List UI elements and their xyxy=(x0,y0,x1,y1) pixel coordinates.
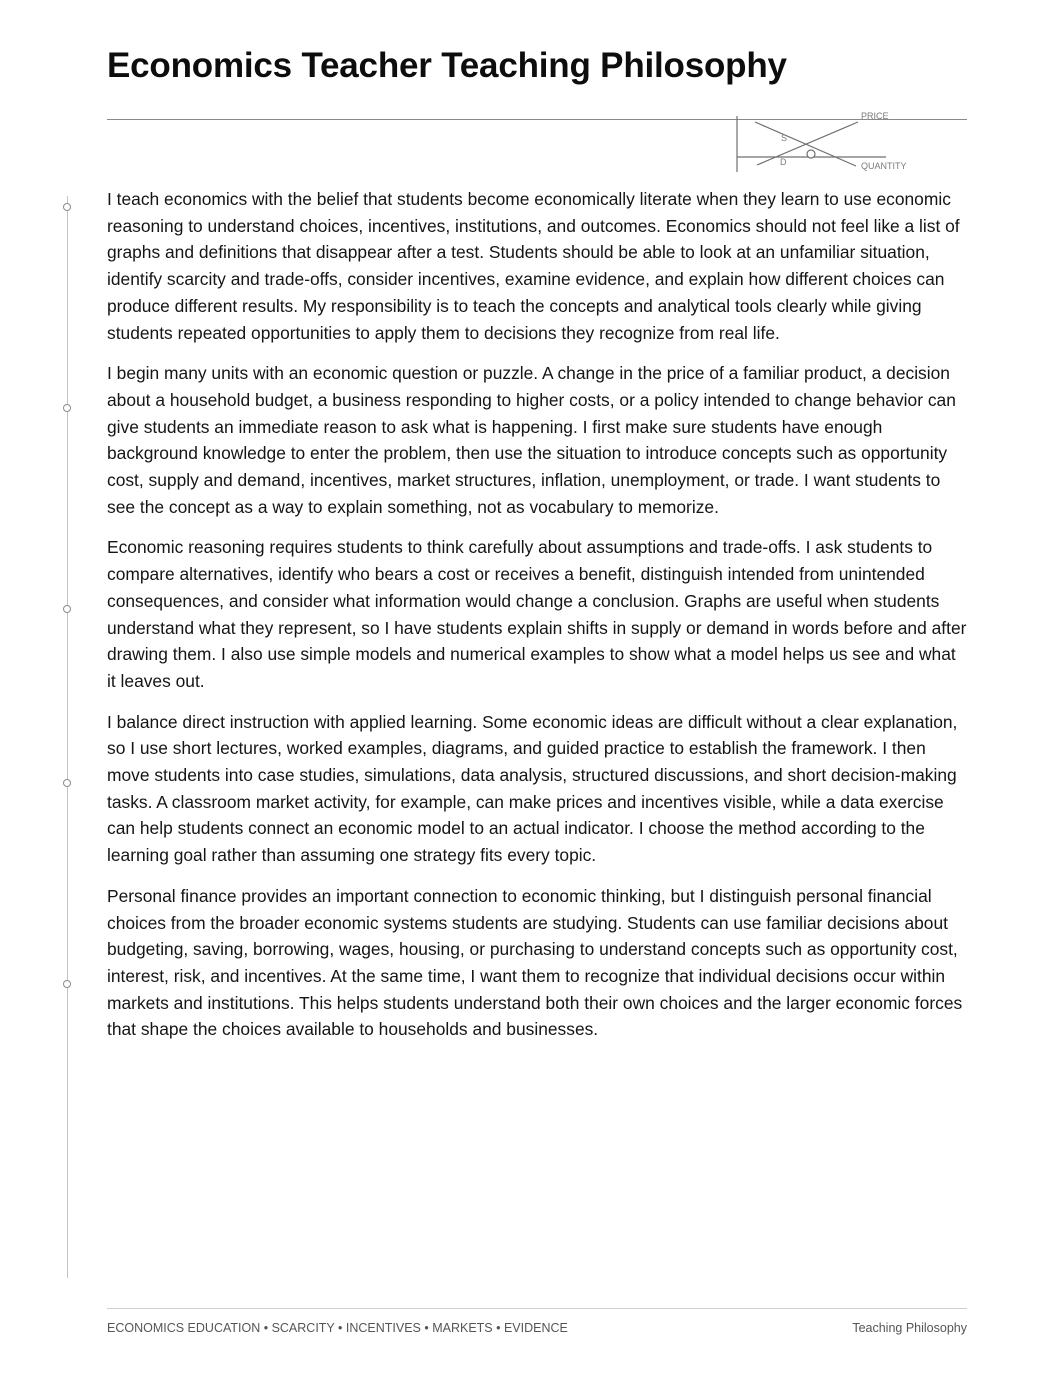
timeline-line xyxy=(67,196,68,1278)
demand-label: D xyxy=(780,157,787,167)
paragraph-4: I balance direct instruction with applied learning. Some economic ideas are difficult without a clear explanation, so I use short lectures, worked examples, diagrams, and guided practice to establish the framework. I then move students into case studies, simulations, data analysis, structured discussions, and short decision-making tasks. A classroom market activity, for example, can make prices and incentives visible, while a data exercise can help students connect an economic model to an actual indicator. I choose the method according to the learning goal rather than assuming one strategy fits every topic. xyxy=(107,711,958,866)
timeline-node-icon xyxy=(63,980,71,988)
timeline-node-icon xyxy=(63,404,71,412)
price-axis-label: PRICE xyxy=(861,111,889,121)
timeline-node-icon xyxy=(63,779,71,787)
paragraph-3: Economic reasoning requires students to think carefully about assumptions and trade-offs. I ask students to compare alternatives, identify who bears a cost or receives a benefit, distinguish intended from unintended consequences, and consider what information would change a conclusion. Graphs are useful when students understand what they represent, so I have students explain shifts in supply or demand in words before and after drawing them. I also use simple models and numerical examples to show what a model helps us see and what it leaves out. xyxy=(107,537,967,691)
footer-divider xyxy=(107,1308,967,1309)
supply-label: S xyxy=(781,133,788,143)
paragraph-5: Personal finance provides an important connection to economic thinking, but I distinguish personal financial choices from the broader economic systems students are studying. Students can use familiar decisions about budgeting, saving, borrowing, wages, housing, or purchasing to understand concepts such as opportunity cost, interest, risk, and incentives. At the same time, I want them to recognize that individual decisions occur within markets and institutions. This helps students understand both their own choices and the larger economic forces that shape the choices available to households and businesses. xyxy=(107,885,963,1040)
supply-demand-graph-icon xyxy=(730,106,970,178)
footer-title: Teaching Philosophy xyxy=(852,1321,967,1335)
footer-keywords: ECONOMICS EDUCATION • SCARCITY • INCENTIVES • MARKETS • EVIDENCE xyxy=(107,1321,568,1335)
philosophy-body xyxy=(107,186,969,1057)
timeline-node-icon xyxy=(63,203,71,211)
page-title: Economics Teacher Teaching Philosophy xyxy=(107,46,787,85)
paragraph-1: I teach economics with the belief that students become economically literate when they learn to use economic reasoning to understand choices, incentives, institutions, and outcomes. Economics should not feel like a list of graphs and definitions that disappear after a test. Students should be able to look at an unfamiliar situation, identify scarcity and trade-offs, consider incentives, examine evidence, and explain how different choices can produce different results. My responsibility is to teach the concepts and analytical tools clearly while giving students repeated opportunities to apply them to decisions they recognize from real life. xyxy=(107,189,960,343)
supply-curve xyxy=(757,122,858,165)
equilibrium-point xyxy=(807,150,815,158)
timeline-node-icon xyxy=(63,605,71,613)
quantity-axis-label: QUANTITY xyxy=(861,161,907,171)
paragraph-2: I begin many units with an economic question or puzzle. A change in the price of a familiar product, a decision about a household budget, a business responding to higher costs, or a policy intended to change behavior can give students an immediate reason to ask what is happening. I first make sure students have enough background knowledge to enter the problem, then use the situation to introduce concepts such as opportunity cost, supply and demand, incentives, market structures, inflation, unemployment, or trade. I want students to see the concept as a way to explain something, not as vocabulary to memorize. xyxy=(107,363,956,517)
